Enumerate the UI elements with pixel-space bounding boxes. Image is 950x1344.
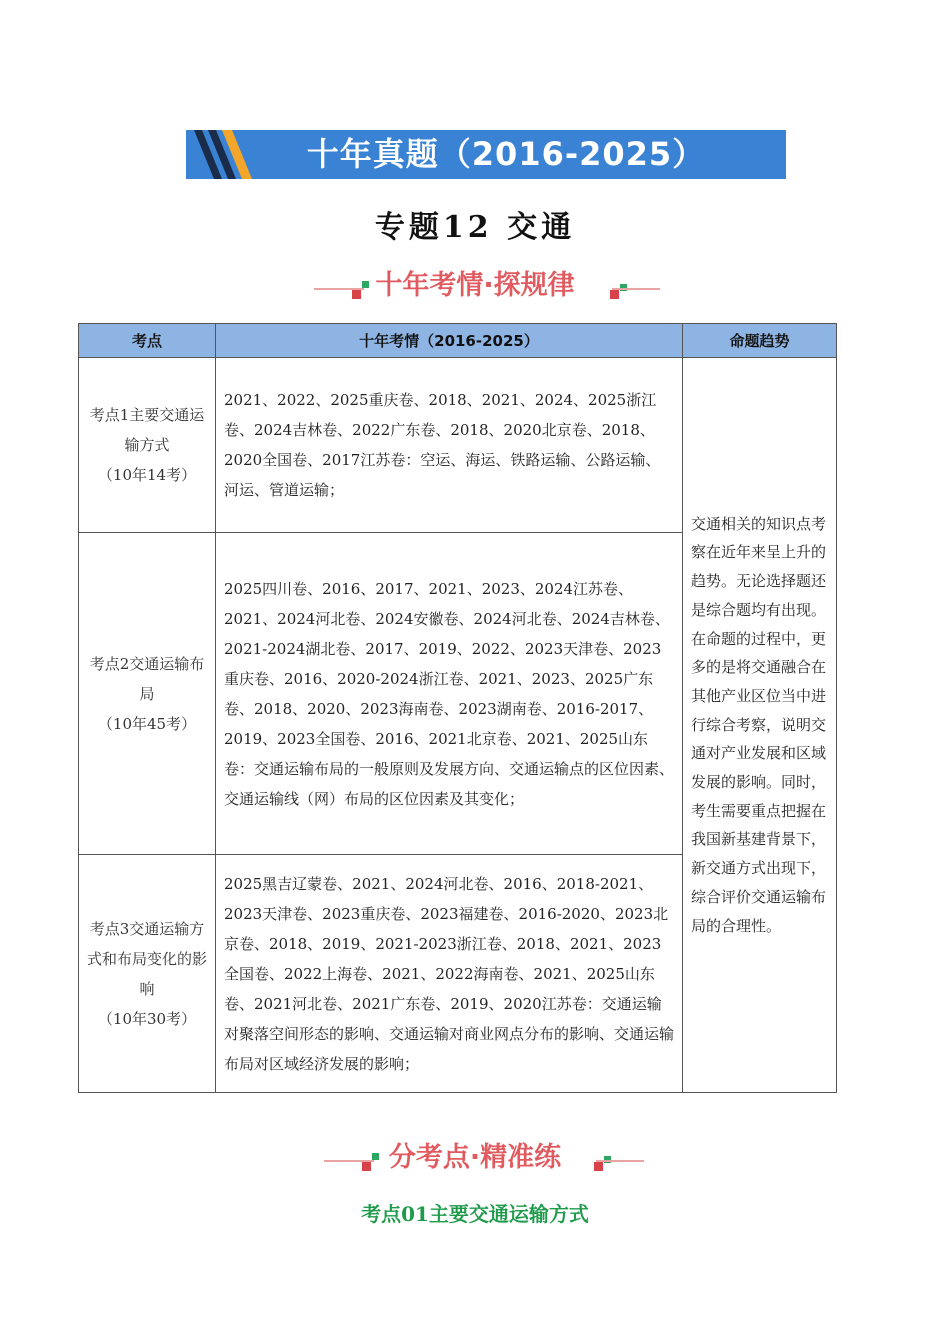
red-square-icon	[610, 290, 619, 299]
header-cell-point: 考点	[79, 324, 216, 358]
document-title: 专题12 交通	[374, 210, 576, 245]
section-header-trends	[0, 266, 950, 306]
section-header-practice	[0, 1138, 950, 1178]
header-cell-years: 十年考情（2016-2025）	[216, 324, 683, 358]
years-cell: 2021、2022、2025重庆卷、2018、2021、2024、2025浙江卷、2024吉林卷、2022广东卷、2018、2020北京卷、2018、2020全国卷、2017江苏卷：空运、海运、铁路运输、公路运输、河运、管道运输；	[216, 358, 683, 533]
point-cell	[79, 358, 216, 533]
table-header-row	[79, 324, 837, 358]
section-title: 十年考情·探规律	[375, 270, 575, 301]
section-title: 分考点·精准练	[388, 1142, 562, 1173]
red-square-icon	[352, 290, 361, 299]
point-count: （10年45考）	[97, 714, 197, 733]
banner-title: 十年真题（2016-2025）	[306, 135, 706, 173]
point-name: 考点1主要交通运输方式	[89, 406, 205, 454]
point-count: （10年30考）	[97, 1009, 197, 1028]
red-square-icon	[362, 1162, 371, 1171]
green-square-icon	[372, 1153, 379, 1160]
red-square-icon	[594, 1162, 603, 1171]
point-name: 考点3交通运输方式和布局变化的影响	[86, 919, 207, 998]
trend-cell: 交通相关的知识点考察在近年来呈上升的趋势。无论选择题还是综合题均有出现。在命题的过程中，更多的是将交通融合在其他产业区位当中进行综合考察，说明交通对产业发展和区域发展的影响。同时，考生需要重点把握在我国新基建背景下，新交通方式出现下，综合评价交通运输布局的合理性。	[683, 358, 837, 1093]
header-cell-trend: 命题趋势	[683, 324, 837, 358]
sub-heading: 考点01主要交通运输方式	[361, 1202, 589, 1226]
exam-overview-table	[78, 323, 837, 1093]
point-cell	[79, 533, 216, 855]
years-cell: 2025四川卷、2016、2017、2021、2023、2024江苏卷、2021、2024河北卷、2024安徽卷、2024河北卷、2024吉林卷、2021-2024湖北卷、2017、2019、2022、2023天津卷、2023重庆卷、2016、2020-2024浙江卷、2021、2023、2025广东卷、2018、2020、2023海南卷、2023湖南卷、2016-2017、2019、2023全国卷、2016、2021北京卷、2021、2025山东卷：交通运输布局的一般原则及发展方向、交通运输点的区位因素、交通运输线（网）布局的区位因素及其变化；	[216, 533, 683, 855]
divider-right	[612, 288, 660, 290]
title-banner	[186, 130, 786, 179]
table-row	[79, 358, 837, 533]
green-square-icon	[362, 281, 369, 288]
years-cell: 2025黑吉辽蒙卷、2021、2024河北卷、2016、2018-2021、2023天津卷、2023重庆卷、2023福建卷、2016-2020、2023北京卷、2018、2019、2021-2023浙江卷、2018、2021、2023全国卷、2022上海卷、2021、2022海南卷、2021、2025山东卷、2021河北卷、2021广东卷、2019、2020江苏卷：交通运输对聚落空间形态的影响、交通运输对商业网点分布的影响、交通运输布局对区域经济发展的影响；	[216, 855, 683, 1093]
divider-right	[596, 1160, 644, 1162]
point-cell	[79, 855, 216, 1093]
point-count: （10年14考）	[97, 466, 197, 484]
point-name: 考点2交通运输布局	[89, 654, 205, 703]
